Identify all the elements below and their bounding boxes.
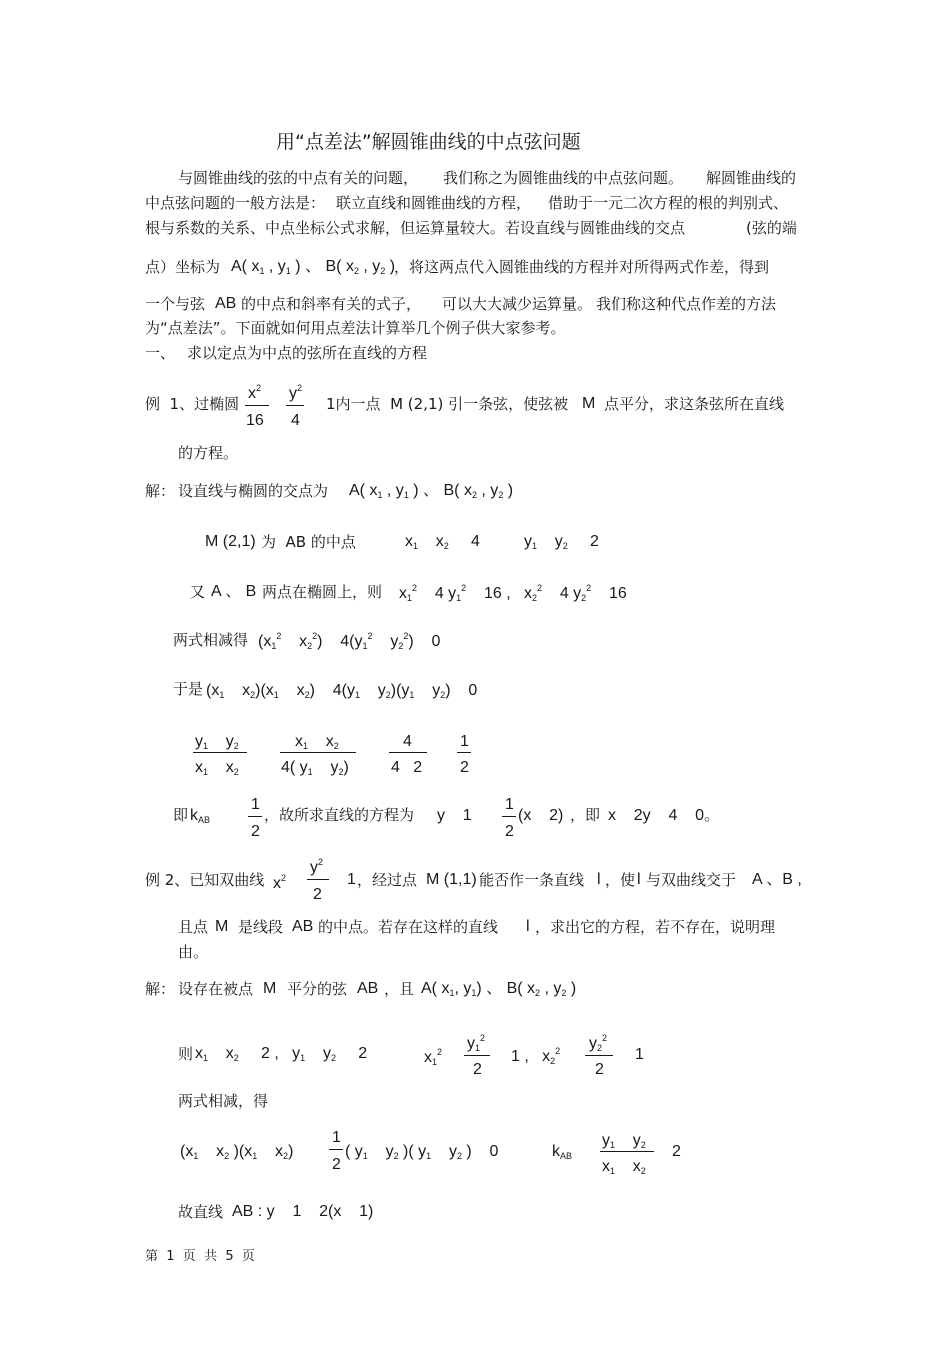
line-l: l: [597, 871, 601, 888]
hyperbola-eq-2-num: $y_2^2$: [589, 1033, 608, 1053]
example-2-line3: 由。: [178, 943, 209, 961]
ellipse-equations: $x_1^2$ 4 $y_1^2$ 16 , $x_2^2$ 4 $y_2^2$ 16: [399, 583, 627, 603]
intro-line-1a: 与圆锥曲线的弦的中点有关的问题，: [178, 169, 419, 187]
fraction-bar: [286, 405, 304, 406]
slope-frac-num-2: $x_1$ $x_2$: [295, 733, 339, 751]
example-1-text-3: 的方程。: [178, 444, 239, 462]
slope-frac-num-4: 1: [460, 733, 469, 750]
intro-line-1b: 我们称之为圆锥曲线的中点弦问题。: [443, 169, 684, 187]
hyperbola-eq-1-den: 2: [473, 1061, 482, 1078]
hyperbola-frac-num: $y^2$: [310, 857, 324, 876]
solution-2-text-3: ，且: [384, 980, 415, 998]
fraction-bar: [248, 816, 262, 817]
example-1-text-1: 1内一点 M (2,1) 引一条弦，使弦被: [326, 395, 569, 413]
slope-kab: $k_{AB}$: [190, 807, 211, 825]
section-1-number: 一、: [145, 344, 176, 362]
fraction-bar: [457, 752, 471, 753]
line-equation-1: y 1: [437, 807, 472, 824]
fraction-bar: [464, 1055, 490, 1056]
subtract-text-2: 两式相减，得: [178, 1092, 269, 1110]
fraction-bar: [502, 816, 516, 817]
conclusion-text: ，故所求直线的方程为: [264, 806, 415, 824]
subtract-equation-2b: ( $y_1$ $y_2$ )( $y_1$ $y_2$ ) 0: [345, 1143, 499, 1161]
midpoint-sum-x: $x_1$ $x_2$ 4: [405, 533, 480, 551]
page-title: 用“点差法”解圆锥曲线的中点弦问题: [276, 131, 581, 153]
ellipse-frac-num-2: $y^2$: [289, 383, 303, 402]
example-2-text-3: ，使: [605, 871, 636, 889]
fraction-bar: [329, 1149, 343, 1150]
also-text: 又: [190, 583, 206, 601]
hyperbola-eq-2-rhs: 1: [635, 1046, 644, 1063]
subtract-text: 两式相减得: [173, 631, 249, 649]
intro-point-coords: A( $x_1$ , $y_1$ ) 、 B( $x_2$ , $y_2$ ): [231, 258, 396, 276]
example-2-text-4: 与双曲线交于: [646, 871, 737, 889]
section-1-title: 求以定点为中点的弦所在直线的方程: [187, 344, 428, 362]
half-frac-den: 2: [332, 1156, 341, 1173]
subtract-equation: ($x_1^2$ $x_2^2$) $4(y_1^2$ $y_2^2$) 0: [258, 631, 441, 651]
intro-line-5c: 可以大大减少运算量。: [442, 295, 593, 313]
slope-frac-den-4: 2: [460, 759, 469, 776]
solution-1-points: A( $x_1$ , $y_1$ ) 、 B( $x_2$ , $y_2$ ): [349, 482, 514, 500]
fraction-bar: [193, 752, 247, 753]
solution-2-text-2: 平分的弦: [287, 980, 348, 998]
intro-line-4a: 点）坐标为: [145, 258, 221, 276]
slope-frac-den-1: $x_1$ $x_2$: [195, 759, 239, 777]
points-a-b: A 、 B: [211, 583, 257, 600]
final-equation-1: x 2y 4 0。: [608, 807, 721, 824]
ellipse-frac-num-1: $x^2$: [248, 383, 262, 402]
hyperbola-x2: $x^2$: [273, 873, 287, 892]
final-equation-2: AB : y 1 2(x 1): [232, 1203, 374, 1220]
solution-2-sums: $x_1$ $x_2$ 2 , $y_1$ $y_2$ 2: [195, 1045, 368, 1063]
line-l-2: l: [637, 871, 641, 888]
intro-line-5d: 我们称这种代点作差的方法: [596, 295, 777, 313]
on-ellipse-text: 两点在椭圆上，则: [262, 583, 383, 601]
namely-text-2: ，即: [570, 806, 601, 824]
namely-text: 即: [173, 806, 189, 824]
hyperbola-frac-den: 2: [313, 886, 322, 903]
example-2-ab: AB: [292, 918, 314, 935]
solution-2-label: 解：: [145, 980, 176, 998]
intro-line-3b: (弦的端: [746, 219, 797, 237]
then-text: 则: [178, 1045, 194, 1063]
kab-2-frac-num: $y_1$ $y_2$: [602, 1132, 646, 1150]
intro-line-4b: ，将这两点代入圆锥曲线的方程并对所得两式作差，得到: [394, 258, 770, 276]
example-2-line2a: 且点: [178, 918, 209, 936]
example-2-point: M (1,1): [426, 871, 477, 888]
intro-line-2c: 借助于一元二次方程的根的判别式、: [548, 194, 789, 212]
hyperbola-rhs: 1: [347, 871, 356, 888]
kab-2-value: 2: [672, 1143, 681, 1160]
example-2-line2c: 的中点。若存在这样的直线: [318, 918, 499, 936]
example-2-m: M: [215, 918, 229, 935]
subtract-equation-2a: ($x_1$ $x_2$ )($x_1$ $x_2$): [180, 1143, 294, 1161]
slope-kab-2: $k_{AB}$: [552, 1143, 573, 1161]
intro-line-5b: 的中点和斜率有关的式子，: [241, 295, 422, 313]
solution-1-label: 解：: [145, 482, 176, 500]
midpoint-sum-y: $y_1$ $y_2$ 2: [524, 533, 599, 551]
intro-chord-ab: AB: [215, 295, 237, 312]
hyperbola-eq-2-den: 2: [595, 1061, 604, 1078]
example-2-text-2: 能否作一条直线: [479, 871, 585, 889]
slope-frac-den-2: 4( $y_1$ $y_2$): [281, 759, 349, 777]
intro-line-2b: 联立直线和圆锥曲线的方程，: [336, 194, 532, 212]
ellipse-frac-den-1: 16: [246, 412, 264, 429]
therefore-text: 于是: [173, 680, 204, 698]
intersection-points: A 、B ,: [752, 871, 802, 888]
fraction-bar: [389, 752, 427, 753]
fraction-bar: [280, 752, 356, 753]
intro-line-3a: 根与系数的关系、中点坐标公式求解，但运算量较大。若设直线与圆锥曲线的交点: [145, 219, 686, 237]
line-frac-num: 1: [505, 796, 514, 813]
kab-2-frac-den: $x_1$ $x_2$: [602, 1158, 646, 1176]
kab-frac-num: 1: [251, 796, 260, 813]
half-frac-num: 1: [332, 1129, 341, 1146]
page-footer: 第 1 页 共 5 页: [145, 1249, 255, 1264]
intro-line-6: 为“点差法”。下面就如何用点差法计算举几个例子供大家参考。: [145, 319, 566, 337]
example-2-text-1: ，经过点: [357, 871, 418, 889]
example-1-label: 例 1、过椭圆: [145, 395, 240, 413]
fraction-bar: [307, 879, 329, 880]
hyperbola-eq-1-x: $x_1^2$: [424, 1047, 443, 1067]
intro-line-2a: 中点弦问题的一般方法是：: [145, 194, 326, 212]
intro-line-5a: 一个与弦: [145, 295, 206, 313]
solution-2-ab: AB: [357, 980, 379, 997]
hyperbola-eq-1-num: $y_1^2$: [467, 1033, 486, 1053]
slope-frac-num-3: 4: [403, 733, 412, 750]
ellipse-frac-den-2: 4: [291, 412, 300, 429]
slope-frac-den-3: 4 2: [391, 759, 423, 776]
example-2-l: l: [526, 918, 530, 935]
solution-2-m: M: [263, 980, 277, 997]
intro-line-1c: 解圆锥曲线的: [706, 169, 797, 187]
solution-2-points: A( $x_1$, $y_1$) 、 B( $x_2$ , $y_2$ ): [421, 980, 577, 998]
fraction-bar: [585, 1055, 613, 1056]
line-frac-den: 2: [505, 823, 514, 840]
example-2-line2b: 是线段: [238, 918, 284, 936]
midpoint-m: M (2,1): [205, 533, 256, 550]
solution-2-text-1: 设存在被点: [178, 980, 254, 998]
midpoint-text: 为 AB 的中点: [261, 533, 356, 551]
example-2-label: 例 2、已知双曲线: [145, 871, 265, 889]
fraction-bar: [600, 1151, 654, 1152]
example-2-line2d: ，求出它的方程，若不存在，说明理: [535, 918, 776, 936]
factored-equation: ($x_1$ $x_2)(x_1$ $x_2$) $4(y_1$ $y_2)(y_1$ $y_2$) 0: [206, 682, 478, 700]
slope-frac-num-1: $y_1$ $y_2$: [195, 733, 239, 751]
solution-1-text: 设直线与椭圆的交点为: [178, 482, 329, 500]
line-equation-2: (x 2): [518, 807, 564, 824]
final-text-2: 故直线: [178, 1203, 224, 1221]
example-1-text-2: 点平分，求这条弦所在直线: [604, 395, 785, 413]
hyperbola-eq-1-rhs: 1 , $x_2^2$: [511, 1046, 561, 1066]
fraction-bar: [245, 405, 269, 406]
kab-frac-den: 2: [251, 823, 260, 840]
example-1-point-m: M: [582, 395, 596, 412]
